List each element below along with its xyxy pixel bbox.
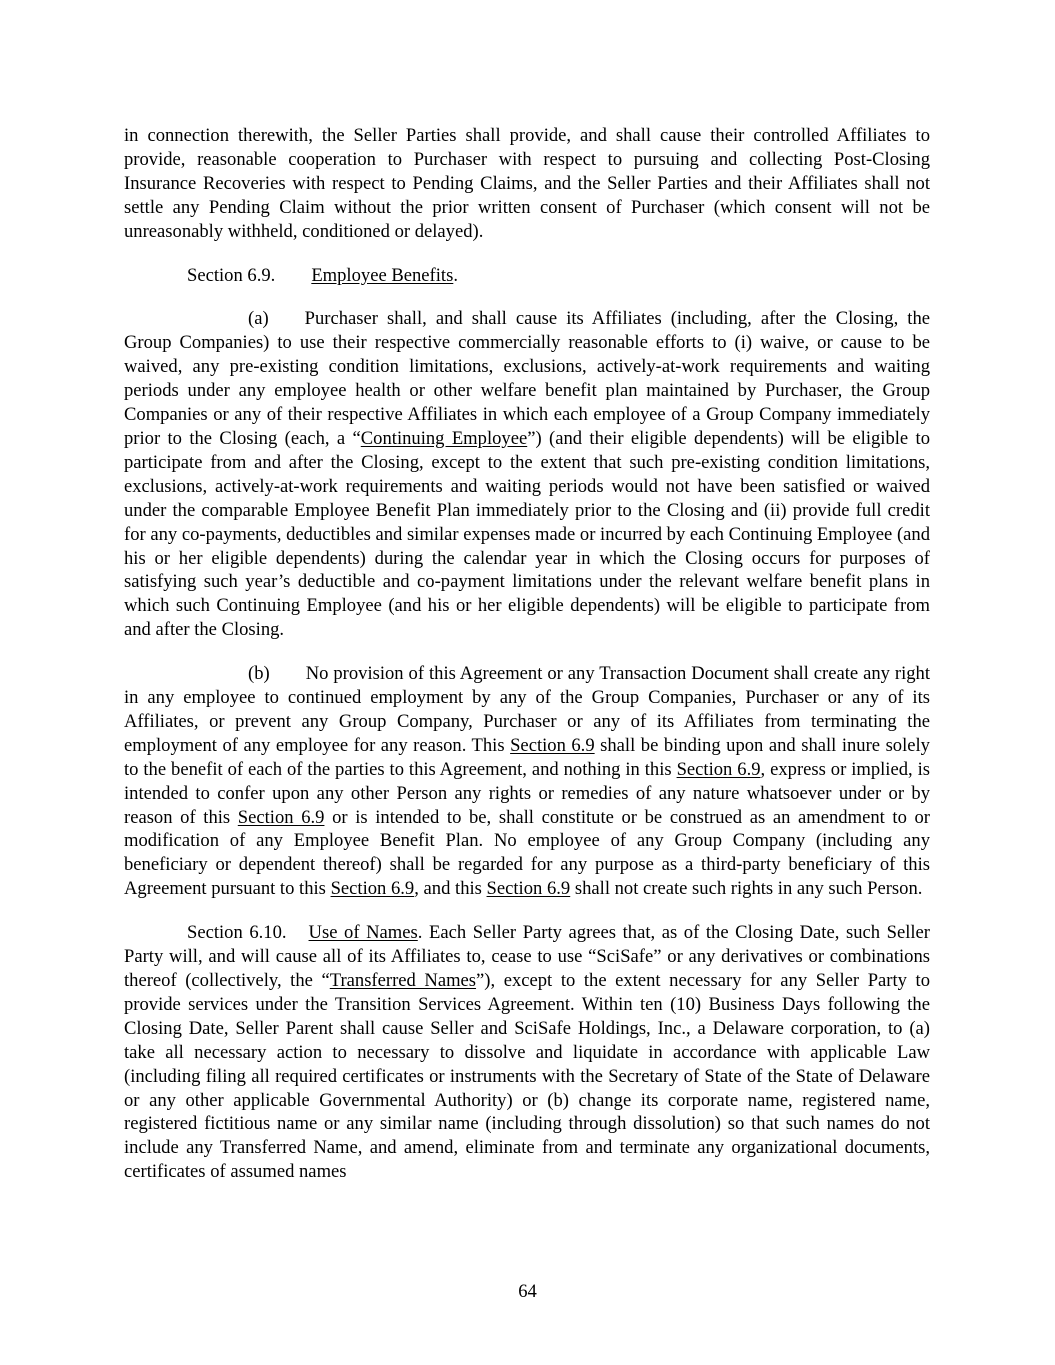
- section-title: Employee Benefits: [311, 264, 454, 286]
- defined-term: Continuing Employee: [360, 427, 528, 449]
- section-6-9-heading: Section 6.9. Employee Benefits.: [187, 264, 458, 286]
- section-title: Use of Names: [308, 922, 418, 944]
- clause-label: (a): [248, 308, 269, 330]
- defined-term: Transferred Names: [329, 970, 477, 991]
- section-reference: Section 6.9: [676, 758, 761, 780]
- section-reference: Section 6.9: [330, 878, 415, 900]
- clause-label: (b): [248, 663, 270, 685]
- section-reference: Section 6.9: [486, 878, 571, 900]
- section-reference: Section 6.9: [237, 806, 325, 828]
- section-number: Section 6.9.: [187, 264, 276, 286]
- section-reference: Section 6.9: [510, 734, 595, 756]
- paragraph-6-9-b: (b) No provision of this Agreement or any Transaction Document shall create any right in any employee to continued employment by any of the Group Companies, Purchaser or any of its Affiliates, or prevent any Group Company, Purchaser or any of its Affiliates from terminating the employment of any employee for any reason. This Section 6.9 shall be binding upon and shall inure solely to the benefit of each of the parties to this Agreement, and nothing in this Section 6.9, express or implied, is intended to confer upon any other Person any rights or remedies of any nature whatsoever under or by reason of this Section 6.9 or is intended to be, shall constitute or be construed as an amendment to or modification of any Employee Benefit Plan. No employee of any Group Company (including any beneficiary or dependent thereof) shall be regarded for any purpose as a third-party beneficiary of this Agreement pursuant to this Section 6.9, and this Section 6.9 shall not create such rights in any such Person.: [124, 663, 931, 900]
- section-6-10-paragraph: Section 6.10. Use of Names. Each Seller Party agrees that, as of the Closing Date, such Seller Party will, and will cause all of its Affiliates to, cease to use “SciSafe” or any derivatives or combinations thereof (collectively, the “Transferred Names”), except to the extent necessary for any Seller Party to provide services under the Transition Services Agreement. Within ten (10) Business Days following the Closing Date, Seller Parent shall cause Seller and SciSafe Holdings, Inc., a Delaware corporation, to (a) take all necessary action to necessary to dissolve and liquidate in accordance with applicable Law (including filing all required certificates or instruments with the Secretary of State of the State of Delaware or any other applicable Governmental Authority) or (b) change its corporate name, registered name, registered fictitious name or any similar name (including through dissolution) so that such names do not include any Transferred Name, and amend, eliminate from and terminate any organizational documents, certificates of assumed names: [124, 922, 930, 1183]
- document-page: [124, 124, 930, 1184]
- paragraph-continuation: in connection therewith, the Seller Parties shall provide, and shall cause their controlled Affiliates to provide, reasonable cooperation to Purchaser with respect to pursuing and collecting Post-Closing Insurance Recoveries with respect to Pending Claims, and the Seller Parties and their Affiliates shall not settle any Pending Claim without the prior written consent of Purchaser (which consent will not be unreasonably withheld, conditioned or delayed).: [124, 125, 930, 242]
- paragraph-6-9-a: (a) Purchaser shall, and shall cause its Affiliates (including, after the Closing, the Group Companies) to use their respective commercially reasonable efforts to (i) waive, or cause to be waived, any pre-existing condition limitations, exclusions, actively-at-work requirements and waiting periods under any employee health or other welfare benefit plan maintained by Purchaser, the Group Companies or any of their respective Affiliates in which each employee of a Group Company immediately prior to the Closing (each, a “Continuing Employee”) (and their eligible dependents) will be eligible to participate from and after the Closing, except to the extent that such pre-existing condition limitations, exclusions, actively-at-work requirements and waiting periods would not have been satisfied or waived under the comparable Employee Benefit Plan immediately prior to the Closing and (ii) provide full credit for any co-payments, deductibles and similar expenses made or incurred by each Continuing Employee (and his or her eligible dependents) during the calendar year in which the Closing occurs for purposes of satisfying such year’s deductible and co-payment limitations under the relevant welfare benefit plans in which such Continuing Employee (and his or her eligible dependents) will be eligible to participate from and after the Closing.: [124, 308, 930, 641]
- page-number: 64: [518, 1281, 537, 1302]
- section-number: Section 6.10.: [187, 922, 287, 944]
